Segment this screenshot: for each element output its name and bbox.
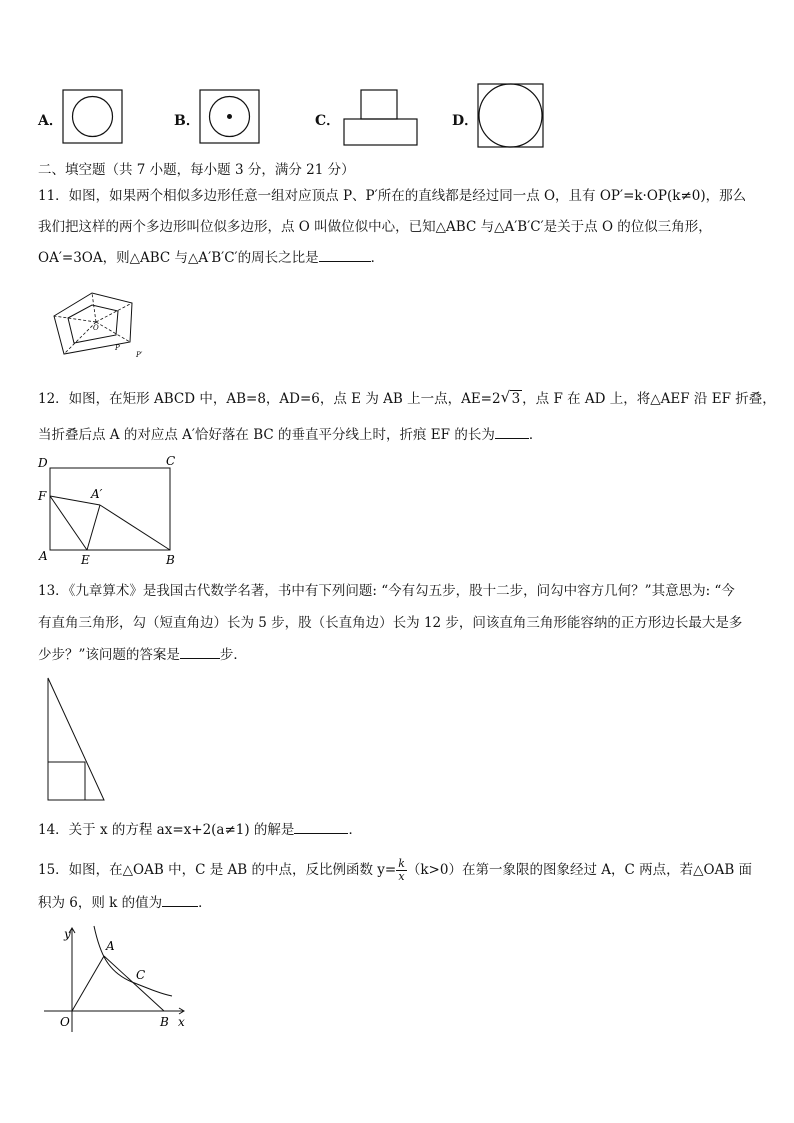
option-a-figure bbox=[62, 89, 124, 145]
q12-label-a: A bbox=[39, 549, 48, 563]
q15-line1-a: 15．如图，在△OAB 中，C 是 AB 的中点，反比例函数 y= bbox=[38, 862, 397, 878]
q12-line1-a: 12．如图，在矩形 ABCD 中，AB=8，AD=6，点 E 为 AB 上一点，AE=2 bbox=[38, 391, 501, 407]
q15-label-x: x bbox=[178, 1015, 185, 1029]
q12-label-c: C bbox=[166, 454, 176, 468]
q11-line3-end: ． bbox=[370, 250, 385, 266]
option-b-label: B． bbox=[174, 113, 200, 129]
q11-label-o: O bbox=[93, 324, 99, 332]
q15-line2-text: 积为 6，则 k 的值为 bbox=[38, 895, 163, 911]
q14-line1-text: 14．关于 x 的方程 ax=x+2(a≠1) 的解是 bbox=[38, 822, 295, 838]
q13-line3-end: 步． bbox=[219, 647, 247, 663]
q12-sqrt: √ 3 bbox=[501, 390, 523, 408]
q11-figure bbox=[46, 290, 156, 360]
q12-label-b: B bbox=[166, 553, 175, 567]
q12-line2-text: 当折叠后点 A 的对应点 A′恰好落在 BC 的垂直平分线上时，折痕 EF 的长为 bbox=[38, 427, 495, 443]
q11-line1: 11．如图，如果两个相似多边形任意一组对应顶点 P、P′所在的直线都是经过同一点 O，且有 OP′=k·OP(k≠0)，那么 bbox=[38, 188, 747, 204]
q12-line2-end: ． bbox=[528, 427, 543, 443]
q12-line2 bbox=[38, 426, 542, 444]
q13-line3 bbox=[38, 646, 247, 664]
q11-answer-blank[interactable] bbox=[319, 249, 371, 262]
q15-label-a: A bbox=[106, 939, 115, 953]
q12-line1 bbox=[38, 390, 776, 408]
option-c-figure bbox=[343, 89, 421, 147]
q13-answer-blank[interactable] bbox=[180, 646, 220, 659]
q11-label-p2: P′ bbox=[136, 351, 143, 359]
q13-figure bbox=[44, 674, 108, 804]
q14-line1-end: ． bbox=[348, 822, 362, 838]
q12-label-d: D bbox=[38, 456, 48, 470]
q12-figure bbox=[36, 452, 186, 568]
option-c-label: C． bbox=[315, 113, 341, 129]
q12-label-e: E bbox=[81, 553, 90, 567]
q12-label-a2: A′ bbox=[91, 487, 103, 501]
q13-line3-text: 少步？”该问题的答案是 bbox=[38, 647, 180, 663]
q15-label-c: C bbox=[136, 968, 146, 982]
q15-line2-end: ． bbox=[198, 895, 212, 911]
q15-figure bbox=[42, 922, 202, 1034]
option-b-figure bbox=[199, 89, 261, 145]
q15-label-o: O bbox=[60, 1015, 70, 1029]
q15-line1 bbox=[38, 858, 752, 883]
q15-line1-b: （k>0）在第一象限的图象经过 A，C 两点，若△OAB 面 bbox=[406, 862, 753, 878]
q15-answer-blank[interactable] bbox=[162, 894, 198, 907]
q14-answer-blank[interactable] bbox=[294, 821, 348, 834]
q15-fraction: $\frac{k}{x}$ bbox=[398, 857, 405, 883]
q11-line3 bbox=[38, 249, 384, 267]
option-a-label: A． bbox=[38, 113, 63, 129]
q13-line1: 13．《九章算术》是我国古代数学名著，书中有下列问题: “今有勾五步，股十二步，问勾中容方几何？”其意思为: “今 bbox=[38, 583, 735, 599]
q12-answer-blank[interactable] bbox=[495, 426, 529, 439]
q15-line2 bbox=[38, 894, 212, 912]
option-d-label: D． bbox=[452, 113, 479, 129]
q11-line2: 我们把这样的两个多边形叫位似多边形，点 O 叫做位似中心，已知△ABC 与△A′B′C′是关于点 O 的位似三角形， bbox=[38, 219, 712, 235]
q11-label-p: P bbox=[115, 344, 120, 352]
q12-label-f: F bbox=[38, 489, 47, 503]
q15-label-y: y bbox=[64, 927, 71, 941]
q14-line1 bbox=[38, 821, 362, 839]
option-d-figure bbox=[477, 83, 545, 149]
q12-line1-b: ，点 F 在 AD 上，将△AEF 沿 EF 折叠， bbox=[522, 391, 776, 407]
q11-line3-text: OA′=3OA，则△ABC 与△A′B′C′的周长之比是 bbox=[38, 250, 319, 266]
q15-label-b: B bbox=[160, 1015, 169, 1029]
q13-line2: 有直角三角形，勾（短直角边）长为 5 步，股（长直角边）长为 12 步，问该直角三角形能容纳的正方形边长最大是多 bbox=[38, 615, 743, 631]
section-heading: 二、填空题（共 7 小题，每小题 3 分，满分 21 分） bbox=[38, 162, 355, 178]
